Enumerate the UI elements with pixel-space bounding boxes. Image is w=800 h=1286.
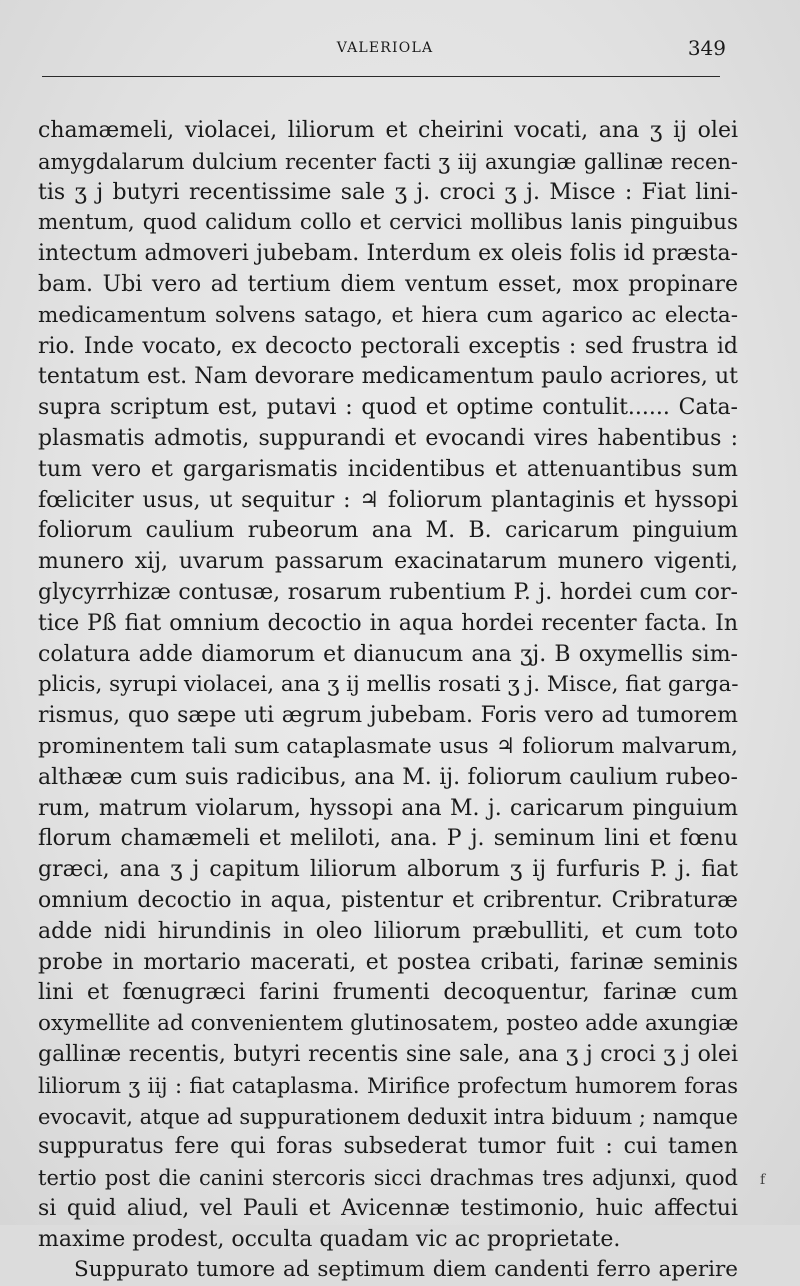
- text-line: tertio post die canini stercoris sicci drachmas tres adjunxi, quod: [38, 1166, 738, 1191]
- header-rule: [42, 76, 720, 77]
- text-line: florum chamæmeli et meliloti, ana. P j. seminum lini et fœnu: [38, 826, 738, 852]
- text-line: mentum, quod calidum collo et cervici mollibus lanis pinguibus: [38, 210, 738, 236]
- text-line: foliorum caulium rubeorum ana M. B. caricarum pinguium: [38, 518, 738, 544]
- text-line: althææ cum suis radicibus, ana M. ij. foliorum caulium rubeo-: [38, 764, 738, 790]
- text-line: tentatum est. Nam devorare medicamentum paulo acriores, ut: [38, 364, 738, 390]
- text-line: rum, matrum violarum, hyssopi ana M. j. caricarum pinguium: [38, 795, 738, 821]
- text-line: lini et fœnugræci farini frumenti decoquentur, farinæ cum: [38, 980, 738, 1006]
- text-line: oxymellite ad convenientem glutinosatem, posteo adde axungiæ: [38, 1011, 739, 1037]
- text-line: liliorum ʒ iij : fiat cataplasma. Mirifice profectum humorem foras: [38, 1073, 738, 1098]
- text-line: omnium decoctio in aqua, pistentur et cribrentur. Cribraturæ: [38, 887, 738, 913]
- text-line: probe in mortario macerati, et postea cribati, farinæ seminis: [38, 949, 738, 975]
- text-line: chamæmeli, violacei, liliorum et cheirini vocati, ana ʒ ij olei: [38, 118, 738, 143]
- running-head: [40, 38, 730, 62]
- text-line: amygdalarum dulcium recenter facti ʒ iij axungiæ gallinæ recen-: [38, 149, 738, 174]
- margin-mark: f: [760, 1172, 766, 1188]
- text-line: fœliciter usus, ut sequitur : ♃ foliorum plantaginis et hyssopi: [38, 487, 738, 513]
- text-line: tum vero et gargarismatis incidentibus et attenuantibus sum: [38, 456, 738, 482]
- text-line: supra scriptum est, putavi : quod et optime contulit...... Cata-: [38, 395, 738, 421]
- text-line: intectum admoveri jubebam. Interdum ex oleis folis id præsta-: [38, 241, 738, 267]
- text-line: prominentem tali sum cataplasmate usus ♃ foliorum malvarum,: [38, 733, 738, 759]
- text-line: tis ʒ j butyri recentissime sale ʒ j. croci ʒ j. Misce : Fiat lini-: [38, 179, 738, 205]
- text-line-paragraph-start: Suppurato tumore ad septimum diem candenti ferro aperire: [74, 1257, 738, 1283]
- text-line: græci, ana ʒ j capitum liliorum alborum ʒ ij furfuris P. j. fiat: [38, 857, 738, 883]
- text-line: bam. Ubi vero ad tertium diem ventum esset, mox propinare: [38, 271, 738, 297]
- text-line: adde nidi hirundinis in oleo liliorum præbulliti, et cum toto: [38, 918, 738, 944]
- text-line: evocavit, atque ad suppurationem deduxit intra biduum ; namque: [38, 1104, 738, 1129]
- text-line: medicamentum solvens satago, et hiera cum agarico ac electa-: [38, 302, 738, 328]
- text-line: rismus, quo sæpe uti ægrum jubebam. Foris vero ad tumorem: [38, 703, 738, 729]
- text-line: colatura adde diamorum et dianucum ana ʒj. B oxymellis sim-: [38, 641, 738, 667]
- text-line: si quid aliud, vel Pauli et Avicennæ testimonio, huic affectui: [38, 1195, 738, 1221]
- text-line: tice Pß fiat omnium decoctio in aqua hordei recenter facta. In: [38, 610, 738, 636]
- text-line: plasmatis admotis, suppurandi et evocandi vires habentibus :: [38, 425, 738, 451]
- text-line: gallinæ recentis, butyri recentis sine sale, ana ʒ j croci ʒ j olei: [38, 1041, 738, 1067]
- text-line: munero xij, uvarum passarum exacinatarum munero vigenti,: [38, 549, 738, 575]
- running-title: VALERIOLA: [336, 40, 434, 56]
- text-line: rio. Inde vocato, ex decocto pectorali exceptis : sed frustra id: [38, 333, 738, 359]
- text-line: glycyrrhizæ contusæ, rosarum rubentium P. j. hordei cum cor-: [38, 579, 738, 605]
- text-line: maxime prodest, occulta quadam vic ac proprietate.: [38, 1226, 621, 1252]
- text-line: suppuratus fere qui foras subsederat tumor fuit : cui tamen: [38, 1134, 738, 1160]
- body-text: [38, 116, 738, 1286]
- page-number: 349: [687, 36, 726, 60]
- text-line: plicis, syrupi violacei, ana ʒ ij mellis rosati ʒ j. Misce, fiat garga-: [38, 672, 739, 698]
